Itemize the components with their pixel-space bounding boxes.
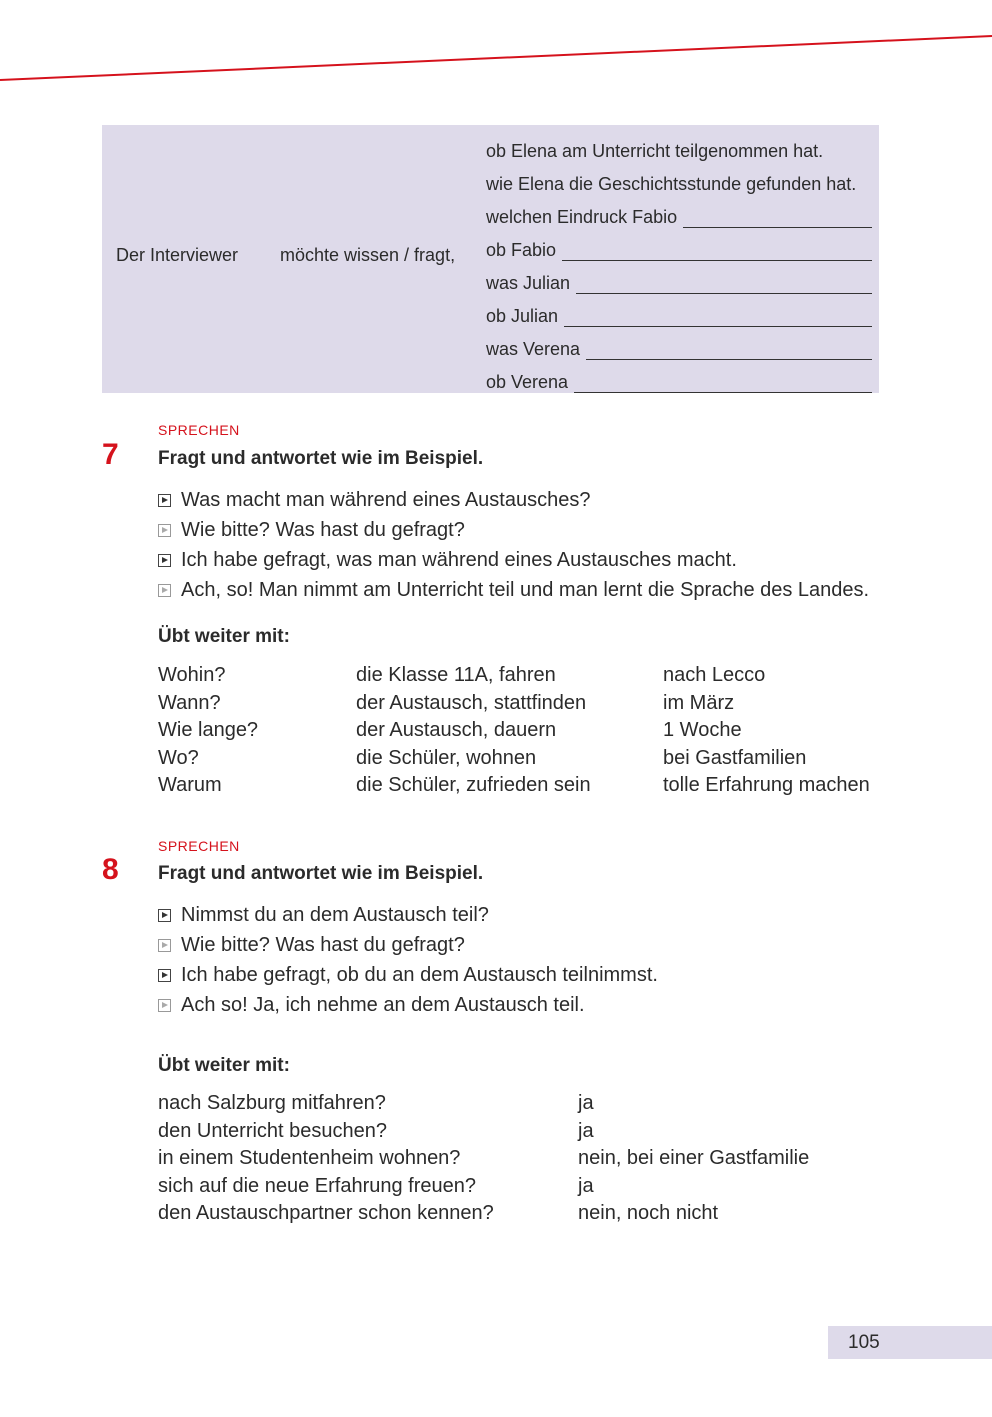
prompt-question: Wann? — [158, 691, 221, 714]
dialog-line — [158, 960, 658, 990]
play-icon[interactable] — [158, 554, 171, 567]
grammar-line-text: ob Fabio — [486, 240, 557, 260]
fill-in-blank[interactable] — [564, 308, 872, 327]
prompt-question: Wo? — [158, 746, 199, 769]
prompt-answer: ja — [578, 1174, 594, 1197]
dialog-line — [158, 900, 658, 930]
prompt-cue: der Austausch, dauern — [356, 719, 557, 741]
page-number: 105 — [848, 1332, 880, 1353]
prompt-question: den Austauschpartner schon kennen? — [158, 1202, 494, 1224]
dialog-text: Wie bitte? Was hast du gefragt? — [181, 518, 465, 541]
dialog-line — [158, 515, 869, 545]
fill-in-blank[interactable] — [683, 209, 872, 228]
prompt-answer: nein, bei einer Gastfamilie — [578, 1147, 810, 1169]
exercise-7-dialog — [158, 485, 869, 605]
exercise-7-more-heading: Übt weiter mit: — [158, 626, 290, 647]
grammar-verb: möchte wissen / fragt, — [280, 245, 456, 265]
dialog-line — [158, 485, 869, 515]
dialog-text: Ach, so! Man nimmt am Unterricht teil und man lernt die Sprache des Landes. — [181, 578, 870, 601]
prompt-answer: ja — [578, 1092, 594, 1114]
exercise-8-number: 8 — [102, 853, 119, 886]
fill-in-blank[interactable] — [586, 341, 872, 360]
play-icon[interactable] — [158, 494, 171, 507]
page-number-box — [828, 1326, 992, 1359]
grammar-line — [486, 294, 872, 327]
grammar-subject: Der Interviewer — [116, 245, 239, 265]
grammar-line — [486, 327, 872, 360]
prompt-answer: 1 Woche — [663, 719, 742, 741]
grammar-line — [486, 195, 872, 228]
dialog-text: Ach so! Ja, ich nehme an dem Austausch teil. — [181, 993, 585, 1016]
dialog-line — [158, 575, 869, 605]
play-icon[interactable] — [158, 939, 171, 952]
prompt-question: den Unterricht besuchen? — [158, 1119, 388, 1142]
exercise-8-tag: SPRECHEN — [158, 838, 240, 854]
fill-in-blank[interactable] — [574, 374, 872, 393]
exercise-7-title: Fragt und antwortet wie im Beispiel. — [158, 448, 484, 469]
grammar-line-text: ob Julian — [486, 306, 559, 326]
dialog-text: Was macht man während eines Austausches? — [181, 488, 591, 511]
prompt-cue: die Schüler, wohnen — [356, 746, 537, 769]
dialog-text: Ich habe gefragt, was man während eines Austausches macht. — [181, 548, 737, 571]
prompt-answer: tolle Erfahrung machen — [663, 774, 870, 796]
prompt-answer: im März — [663, 691, 735, 714]
prompt-question: Warum — [158, 774, 222, 796]
grammar-line — [486, 228, 872, 261]
exercise-7-tag: SPRECHEN — [158, 422, 240, 438]
prompt-question: nach Salzburg mitfahren? — [158, 1092, 386, 1114]
grammar-line-text: welchen Eindruck Fabio — [486, 207, 678, 227]
exercise-8-title: Fragt und antwortet wie im Beispiel. — [158, 863, 484, 884]
prompt-question: in einem Studentenheim wohnen? — [158, 1147, 461, 1169]
grammar-line-text: wie Elena die Geschichtsstunde gefunden hat. — [486, 174, 857, 194]
prompt-cue: der Austausch, stattfinden — [356, 691, 587, 714]
grammar-line — [486, 129, 872, 162]
dialog-text: Nimmst du an dem Austausch teil? — [181, 903, 489, 926]
exercise-8-more-heading: Übt weiter mit: — [158, 1055, 290, 1076]
dialog-line — [158, 990, 658, 1020]
grammar-line — [486, 162, 872, 195]
fill-in-blank[interactable] — [576, 275, 872, 294]
prompt-answer: nein, noch nicht — [578, 1202, 719, 1224]
prompt-answer: bei Gastfamilien — [663, 746, 807, 769]
grammar-line-text: was Julian — [486, 273, 571, 293]
prompt-question: sich auf die neue Erfahrung freuen? — [158, 1174, 476, 1197]
grammar-line — [486, 360, 872, 393]
grammar-lines — [486, 129, 872, 393]
prompt-cue: die Schüler, zufrieden sein — [356, 774, 591, 796]
grammar-line-text: ob Verena — [486, 372, 569, 392]
play-icon[interactable] — [158, 969, 171, 982]
grammar-line — [486, 261, 872, 294]
exercise-7-number: 7 — [102, 438, 119, 471]
play-icon[interactable] — [158, 584, 171, 597]
dialog-line — [158, 545, 869, 575]
play-icon[interactable] — [158, 999, 171, 1012]
prompt-cue: die Klasse 11A, fahren — [356, 664, 556, 686]
prompt-question: Wohin? — [158, 664, 226, 686]
dialog-line — [158, 930, 658, 960]
dialog-text: Wie bitte? Was hast du gefragt? — [181, 933, 465, 956]
grammar-line-text: ob Elena am Unterricht teilgenommen hat. — [486, 141, 824, 161]
header-red-line — [0, 0, 992, 90]
prompt-answer: nach Lecco — [663, 664, 766, 686]
grammar-box — [102, 125, 879, 393]
play-icon[interactable] — [158, 909, 171, 922]
prompt-answer: ja — [578, 1119, 594, 1142]
prompt-question: Wie lange? — [158, 719, 259, 741]
exercise-8-dialog — [158, 900, 658, 1020]
fill-in-blank[interactable] — [562, 242, 872, 261]
grammar-line-text: was Verena — [486, 339, 581, 359]
dialog-text: Ich habe gefragt, ob du an dem Austausch teilnimmst. — [181, 963, 658, 986]
play-icon[interactable] — [158, 524, 171, 537]
